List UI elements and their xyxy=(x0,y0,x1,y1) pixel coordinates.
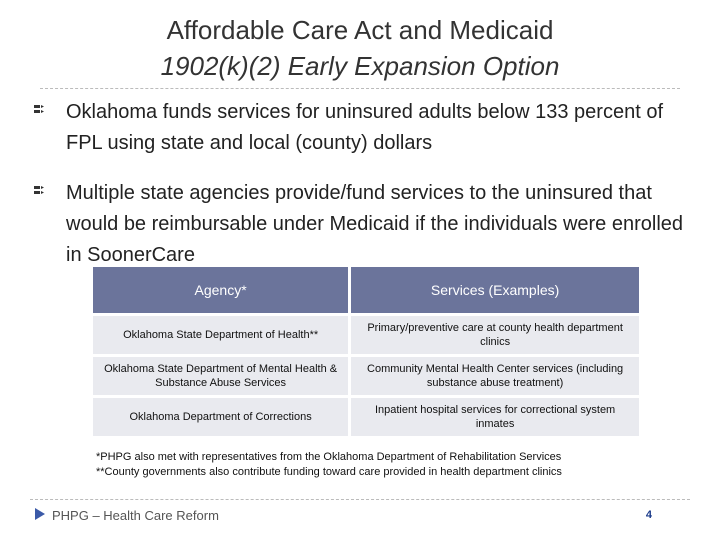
header-agency: Agency* xyxy=(93,267,348,313)
title-divider xyxy=(40,88,680,90)
cell-services: Primary/preventive care at county health department clinics xyxy=(351,316,639,354)
cell-agency: Oklahoma State Department of Health** xyxy=(93,316,348,354)
header-services: Services (Examples) xyxy=(351,267,639,313)
bullet-item xyxy=(30,97,690,159)
footnote: **County governments also contribute funding toward care provided in health department clinics xyxy=(96,466,562,478)
table-row xyxy=(93,357,639,395)
slide-title xyxy=(0,12,720,84)
cell-agency: Oklahoma Department of Corrections xyxy=(93,398,348,436)
footnote: *PHPG also met with representatives from the Oklahoma Department of Rehabilitation Services xyxy=(96,451,562,463)
bullet-text: Oklahoma funds services for uninsured adults below 133 percent of FPL using state and local (county) dollars xyxy=(66,101,664,154)
footer-divider xyxy=(30,499,690,501)
bullet-marker-icon xyxy=(32,183,46,197)
title-line-2: 1902(k)(2) Early Expansion Option xyxy=(160,51,560,81)
footer-label: PHPG – Health Care Reform xyxy=(52,508,219,524)
bullet-item xyxy=(30,178,690,271)
cell-agency: Oklahoma State Department of Mental Health & Substance Abuse Services xyxy=(93,357,348,395)
footer xyxy=(34,507,219,524)
page-number: 4 xyxy=(645,509,652,521)
table-row xyxy=(93,316,639,354)
table-header-row xyxy=(93,267,639,313)
footnotes xyxy=(96,450,676,480)
bullet-text: Multiple state agencies provide/fund services to the uninsured that would be reimbursable under Medicaid if the individuals were enrolled in SoonerCare xyxy=(66,182,684,266)
bullet-marker-icon xyxy=(32,102,46,116)
table-row xyxy=(93,398,639,436)
agency-services-table xyxy=(90,264,642,439)
triangle-arrow-icon xyxy=(34,507,46,524)
bullet-list xyxy=(30,97,690,271)
cell-services: Community Mental Health Center services (including substance abuse treatment) xyxy=(351,357,639,395)
title-line-1: Affordable Care Act and Medicaid xyxy=(166,15,554,45)
cell-services: Inpatient hospital services for correctional system inmates xyxy=(351,398,639,436)
